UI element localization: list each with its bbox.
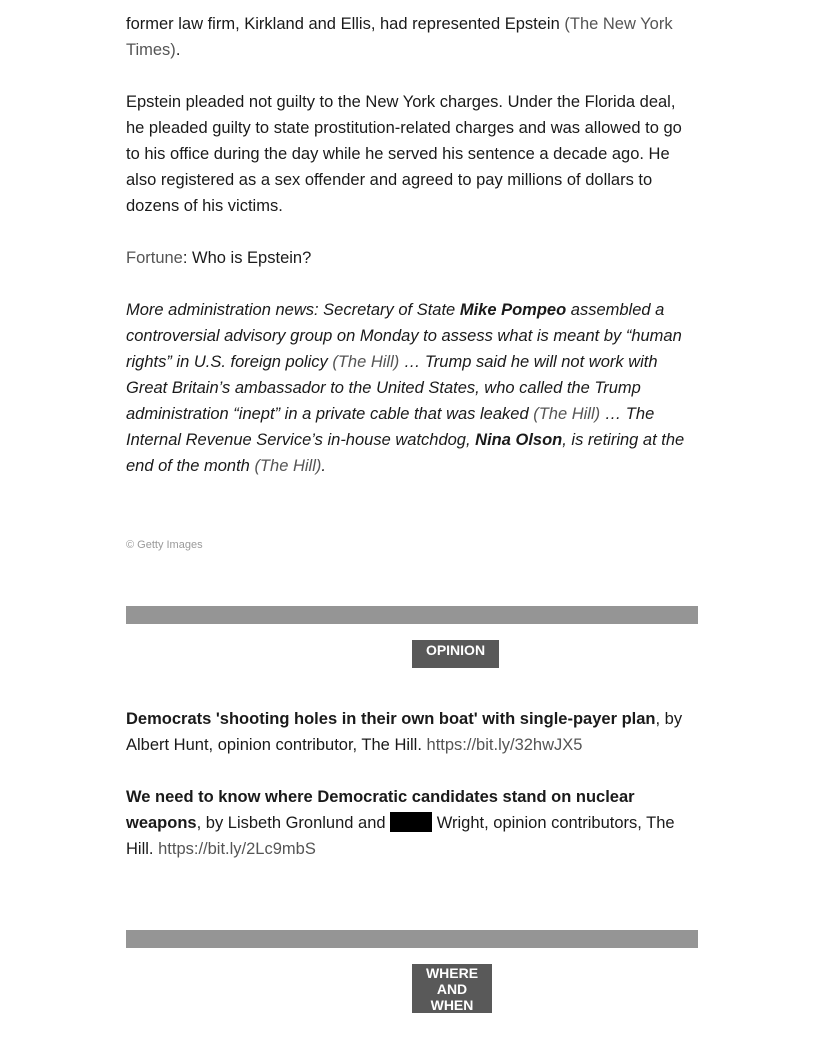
- label-line: AND: [436, 981, 468, 997]
- person-name-pompeo: Mike Pompeo: [459, 301, 567, 319]
- paragraph-text: : Secretary of State: [314, 301, 460, 319]
- opinion-byline: , by Albert Hunt, opinion contributor, The Hill.: [126, 710, 683, 754]
- image-credit: © Getty Images: [126, 539, 203, 551]
- section-divider-where-when: [126, 930, 698, 948]
- article-paragraph-continuation: [126, 11, 698, 63]
- punctuation: .: [321, 457, 326, 475]
- opinion-byline: , by Lisbeth Gronlund and: [196, 814, 391, 832]
- paragraph-text: assembled a controversial advisory group on Monday to assess what is meant by “human rights” in U.S. foreign policy: [126, 301, 682, 371]
- article-paragraph-epstein-plea: [126, 89, 698, 219]
- opinion-item: [126, 706, 698, 758]
- lead-phrase: More administration news: [126, 301, 314, 319]
- opinion-item: [126, 784, 698, 862]
- label-line: WHEN: [430, 997, 474, 1013]
- opinion-title: We need to know where Democratic candidates stand on nuclear weapons: [126, 788, 635, 832]
- section-label-where-when: [412, 964, 492, 1013]
- person-name-olson: Nina Olson: [475, 431, 563, 449]
- opinion-title: Democrats 'shooting holes in their own boat' with single-payer plan: [126, 710, 656, 728]
- opinion-link[interactable]: https://bit.ly/2Lc9mbS: [158, 840, 316, 858]
- label-line: WHERE: [425, 965, 479, 981]
- source-link-hill-1[interactable]: (The Hill): [332, 353, 400, 371]
- opinion-byline: Wright, opinion contributors, The Hill.: [126, 814, 675, 858]
- source-link-hill-3[interactable]: (The Hill): [254, 457, 322, 475]
- section-label-opinion: OPINION: [412, 640, 499, 668]
- punctuation: .: [175, 41, 181, 59]
- paragraph-text: , is retiring at the end of the month: [126, 431, 685, 475]
- paragraph-text: … Trump said he will not work with Great Britain’s ambassador to the United States, who called the Trump administration “inept” in a private cable that was leaked: [126, 353, 658, 423]
- opinion-link[interactable]: https://bit.ly/32hwJX5: [426, 736, 583, 754]
- paragraph-text: Epstein pleaded not guilty to the New York charges. Under the Florida deal, he pleaded guilty to state prostitution-related charges and was allowed to go to his office during the day while he served his sentence a decade ago. He also registered as a sex offender and agreed to pay millions of dollars to dozens of his victims.: [126, 93, 682, 215]
- source-link-nyt[interactable]: (The New York Times): [126, 15, 673, 59]
- paragraph-text: … The Internal Revenue Service’s in-house watchdog,: [126, 405, 655, 449]
- source-link-fortune[interactable]: Fortune: [126, 249, 183, 267]
- paragraph-text: : Who is Epstein?: [182, 249, 312, 267]
- article-paragraph-admin-news: [126, 297, 698, 479]
- source-link-hill-2[interactable]: (The Hill): [533, 405, 601, 423]
- section-divider-opinion: [126, 606, 698, 624]
- redaction-block: [390, 812, 432, 832]
- paragraph-text: former law firm, Kirkland and Ellis, had represented Epstein: [126, 15, 565, 33]
- article-paragraph-fortune: [126, 245, 698, 271]
